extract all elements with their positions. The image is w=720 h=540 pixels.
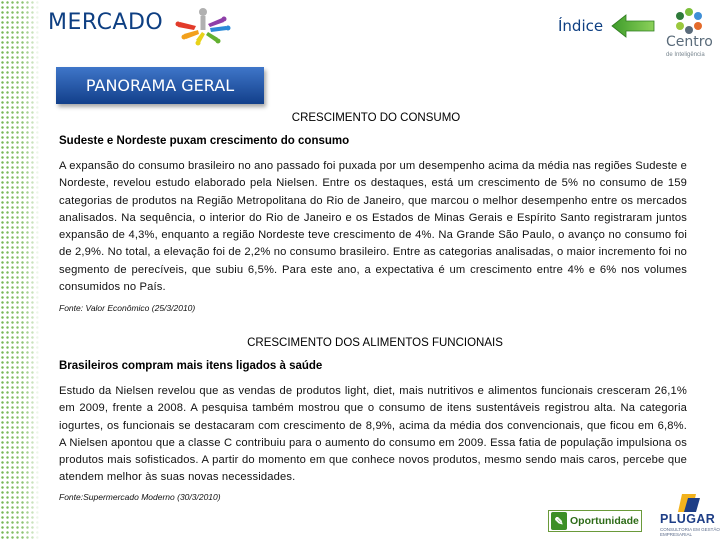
people-circle-icon: [174, 4, 232, 46]
plugar-logo-icon: [674, 492, 704, 514]
centro-logo-subtext: de Inteligência: [666, 52, 705, 58]
article-2-subheading: Brasileiros compram mais itens ligados à saúde: [59, 360, 323, 372]
panorama-geral-button[interactable]: PANORAMA GERAL: [56, 67, 264, 104]
article-1-source: Fonte: Valor Econômico (25/3/2010): [59, 303, 196, 313]
article-2-source: Fonte:Supermercado Moderno (30/3/2010): [59, 492, 221, 502]
centro-logo-text: Centro: [666, 34, 713, 50]
plugar-subtext: CONSULTORIA EM GESTÃO EMPRESARIAL: [660, 527, 720, 537]
page-title: MERCADO: [48, 10, 164, 35]
index-link[interactable]: Índice: [558, 17, 604, 35]
opportunity-button[interactable]: [548, 510, 642, 532]
opportunity-icon: ✎: [551, 512, 567, 530]
article-1-body: A expansão do consumo brasileiro no ano passado foi puxada por um desempenho acima da média nas regiões Sudeste e Nordeste, revelou estudo elaborado pela Nielsen. Entre os destaques, está um crescimento de 5% no consumo de 159 categorias de produtos na Região Metropolitana do Rio de Janeiro, que marcou o melhor desempenho entre os mercados analisados. Na sequência, o interior do Rio de Janeiro e os Estados de Minas Gerais e Espírito Santo registraram juntos expansão de 4,3%, enquanto a região Nordeste teve crescimento de 4%. Na Grande São Paulo, o avanço no consumo foi de 2,9%. No total, a elevação foi de 2,2% no consumo brasileiro. Entre as categorias analisadas, o maior incremento foi no segmento de perecíveis, que subiu 6,5%. Para este ano, a expectativa é um crescimento entre 4% e 6% nos volumes consumidos no País.: [59, 160, 687, 294]
article-2-body: Estudo da Nielsen revelou que as vendas de produtos light, diet, mais nutritivos e alimentos funcionais cresceram 26,1% em 2009, frente a 2008. A pesquisa também mostrou que o consumo de itens sustentáveis registrou alta. Na categoria iogurtes, os funcionais se destacaram com crescimento de 8,9%, acima da média dos convencionais, que ficou em 6,8%. A Nielsen apontou que a classe C contribuiu para o aumento do consumo em 2009. Essa fatia de população impulsiona os produtos mais sofisticados. A partir do momento em que conhece novos produtos, mesmo sendo mais caros, percebe que atendem melhor às suas novas necessidades.: [59, 385, 687, 484]
article-1-subheading: Sudeste e Nordeste puxam crescimento do consumo: [59, 135, 350, 147]
plugar-brand: PLUGAR: [660, 512, 716, 526]
article-2-heading: CRESCIMENTO DOS ALIMENTOS FUNCIONAIS: [247, 337, 503, 349]
article-1-heading: CRESCIMENTO DO CONSUMO: [291, 112, 461, 124]
back-arrow-icon[interactable]: [610, 12, 656, 40]
opportunity-label: Oportunidade: [570, 515, 639, 527]
